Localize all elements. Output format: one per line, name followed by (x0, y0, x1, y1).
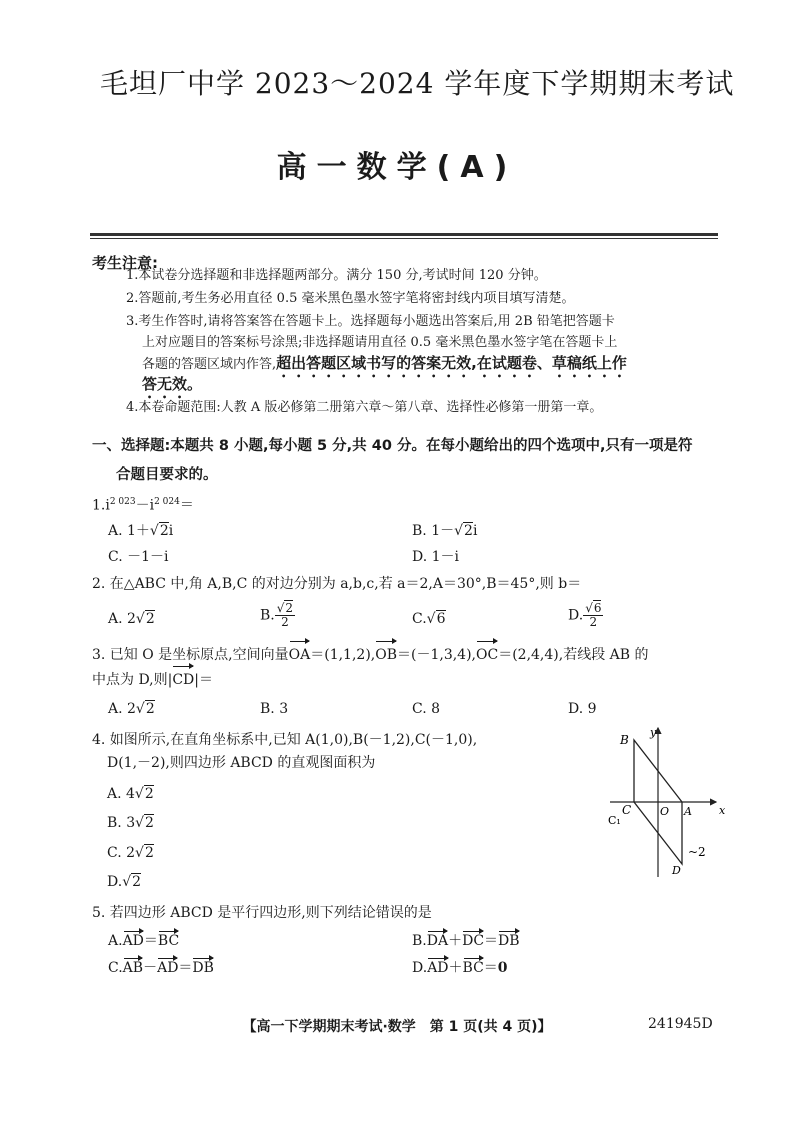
notice-item-2: 2.答题前,考生务必用直径 0.5 毫米黑色墨水签字笔将密封线内项目填写清楚。 (126, 291, 575, 306)
q5-c-vec3: DB (192, 960, 214, 976)
q3-text-1: 3. 已知 O 是坐标原点,空间向量 (92, 647, 289, 663)
q4-option-d: D.√2 (107, 874, 142, 890)
q3-vector-ob: OB (375, 643, 397, 667)
q1-a-post: i (168, 523, 174, 539)
q3-option-b: B. 3 (260, 701, 289, 717)
q3-option-a: A. 2√2 (108, 701, 155, 717)
q5-c-eq: ＝ (178, 960, 193, 976)
q2-b-num: 2 (285, 601, 294, 615)
q4-b-rad: 2 (145, 815, 154, 831)
q2-b-label: B. (260, 607, 275, 624)
q2-option-a: A. 2√2 (108, 611, 155, 627)
label-c: C (622, 803, 632, 817)
q5-a-eq: ＝ (143, 933, 158, 949)
section-heading (92, 432, 722, 490)
q5-option-c (108, 957, 214, 977)
header-rule-thick (90, 233, 718, 236)
notice-item-4: 4.本卷命题范围:人教 A 版必修第二册第六章～第八章、选择性必修第一册第一章。 (126, 400, 603, 415)
q2-option-c: C.√6 (412, 611, 446, 627)
q5-d-zero: 0 (497, 960, 508, 976)
page-footer: 【高一下学期期末考试·数学 第 1 页(共 4 页)】 (242, 1019, 552, 1035)
q1-base-i: i (105, 497, 110, 514)
q5-c-label: C. (108, 960, 123, 976)
question-3-stem (92, 643, 722, 667)
q4-d-rad: 2 (132, 874, 142, 890)
question-5-stem: 5. 若四边形 ABCD 是平行四边形,则下列结论错误的是 (92, 905, 432, 921)
q5-d-op: ＋ (448, 960, 463, 976)
label-d: D (672, 864, 681, 877)
q5-c-op: － (143, 960, 158, 976)
q1-label: 1. (92, 497, 106, 514)
q5-c-vec1: AB (122, 960, 144, 976)
section-heading-line1: 一、选择题:本题共 8 小题,每小题 5 分,共 40 分。在每小题给出的四个选项中,只有一项是符 (92, 438, 693, 454)
q5-a-vec1: AD (122, 933, 144, 949)
q4-coordinate-figure (600, 722, 730, 882)
q3-vector-cd: CD (172, 668, 194, 692)
q2-d-label: D. (568, 607, 584, 624)
q5-b-label: B. (412, 933, 427, 949)
q5-d-vec1: AD (427, 960, 449, 976)
notice-item-3-line2: 上对应题目的答案标号涂黑;非选择题请用直径 0.5 毫米黑色墨水签字笔在答题卡上 (142, 335, 618, 350)
q5-b-vec3: DB (498, 933, 520, 949)
q3-line2-pre: 中点为 D,则| (92, 672, 173, 688)
q1-b-pre: B. 1－ (412, 523, 455, 539)
notice-emphasis-1: 超出答题区域书写的答案无效,在试题卷、草稿纸上作 (276, 354, 627, 372)
label-b: B (620, 733, 629, 747)
q5-d-eq: ＝ (483, 960, 498, 976)
q2-c-rad: 6 (436, 611, 446, 627)
q5-d-vec2: BC (462, 960, 484, 976)
q5-b-eq: ＝ (484, 933, 499, 949)
question-3-line2 (92, 668, 722, 692)
q1-option-b: B. 1－√2i (412, 523, 478, 539)
q4-a-pre: A. 4 (107, 786, 135, 802)
label-d-note: ~2 (688, 845, 706, 859)
q2-b-den: 2 (281, 615, 289, 629)
q4-option-c: C. 2√2 (107, 845, 154, 861)
notice-item-1: 1.本试卷分选择题和非选择题两部分。满分 150 分,考试时间 120 分钟。 (126, 268, 547, 283)
q1-b-post: i (472, 523, 478, 539)
q5-b-vec2: DC (462, 933, 485, 949)
q3-text-4: ＝(2,4,4),若线段 AB 的 (498, 647, 649, 663)
q1-exp-2: 2 024 (154, 497, 180, 507)
q1-minus: －i (135, 497, 155, 514)
q3-a-rad: 2 (145, 701, 155, 717)
q3-vector-oc: OC (476, 643, 498, 667)
q5-option-b (412, 930, 520, 950)
question-2-stem: 2. 在△ABC 中,角 A,B,C 的对边分别为 a,b,c,若 a＝2,A＝30°,B＝45°,则 b＝ (92, 576, 582, 592)
q5-option-a (108, 930, 179, 950)
q5-b-vec1: DA (426, 933, 449, 949)
section-heading-line2: 合题目要求的。 (116, 467, 218, 483)
label-o: O (660, 805, 670, 818)
exam-title: 毛坦厂中学 2023～2024 学年度下学期期末考试 (100, 67, 735, 100)
notice-heading: 考生注意: (92, 254, 158, 272)
q4-d-pre: D. (107, 874, 123, 890)
question-4-line2: D(1,－2),则四边形 ABCD 的直观图面积为 (107, 755, 376, 771)
q4-b-pre: B. 3 (107, 815, 136, 831)
q1-b-rad: 2 (464, 523, 473, 539)
q4-c-rad: 2 (144, 845, 154, 861)
q5-b-op: ＋ (448, 933, 463, 949)
q4-c-pre: C. 2 (107, 845, 136, 861)
q2-c-pre: C. (412, 611, 427, 627)
notice-item-3-line3-text: 各题的答题区域内作答, (142, 357, 277, 372)
label-c-note: C₁ (608, 814, 621, 827)
notice-emphasis-2: 答无效。 (142, 375, 203, 393)
q2-d-num: 6 (593, 601, 602, 615)
notice-item-3: 3.考生作答时,请将答案答在答题卡上。选择题每小题选出答案后,用 2B 铅笔把答题卡 (126, 314, 615, 329)
q1-exp-1: 2 023 (109, 497, 136, 507)
q3-vector-oa: OA (289, 643, 311, 667)
q5-option-d (412, 957, 508, 977)
label-x: x (719, 804, 726, 817)
q3-option-c: C. 8 (412, 701, 441, 717)
q3-line2-post: |＝ (194, 672, 213, 688)
q2-a-pre: A. 2 (108, 611, 136, 627)
q1-equals: ＝ (179, 497, 194, 514)
q4-option-b: B. 3√2 (107, 815, 154, 831)
q2-d-den: 2 (589, 615, 598, 629)
q3-a-pre: A. 2 (108, 701, 136, 717)
q2-b-fraction: $\frac{√2}{2}$ (276, 601, 294, 629)
q1-a-rad: 2 (159, 523, 169, 539)
q2-option-b (260, 602, 295, 629)
q2-d-fraction: $\frac{√6}{2}$ (585, 601, 602, 629)
q3-text-3: ＝(－1,3,4), (397, 647, 476, 663)
q5-c-vec2: AD (157, 960, 179, 976)
q5-a-vec2: BC (157, 933, 180, 949)
exam-subtitle: 高一数学(A) (276, 150, 518, 185)
question-4-line1: 4. 如图所示,在直角坐标系中,已知 A(1,0),B(－1,2),C(－1,0), (92, 732, 478, 748)
q1-option-a: A. 1＋√2i (108, 523, 174, 539)
header-rule-thin (90, 238, 718, 239)
question-1-stem (92, 490, 722, 518)
q1-a-pre: A. 1＋ (108, 523, 150, 539)
q5-d-label: D. (412, 960, 428, 976)
q2-option-d (568, 602, 603, 629)
label-a: A (684, 805, 692, 818)
q2-a-rad: 2 (145, 611, 155, 627)
q3-option-d: D. 9 (568, 701, 597, 717)
q1-option-d: D. 1－i (412, 549, 460, 565)
q3-text-2: ＝(1,1,2), (310, 647, 376, 663)
q1-option-c: C. －1－i (108, 549, 169, 565)
exam-code: 241945D (648, 1016, 713, 1032)
q4-a-rad: 2 (144, 786, 154, 802)
q4-option-a: A. 4√2 (107, 786, 154, 802)
label-y: y (650, 726, 657, 739)
q5-a-label: A. (108, 933, 123, 949)
